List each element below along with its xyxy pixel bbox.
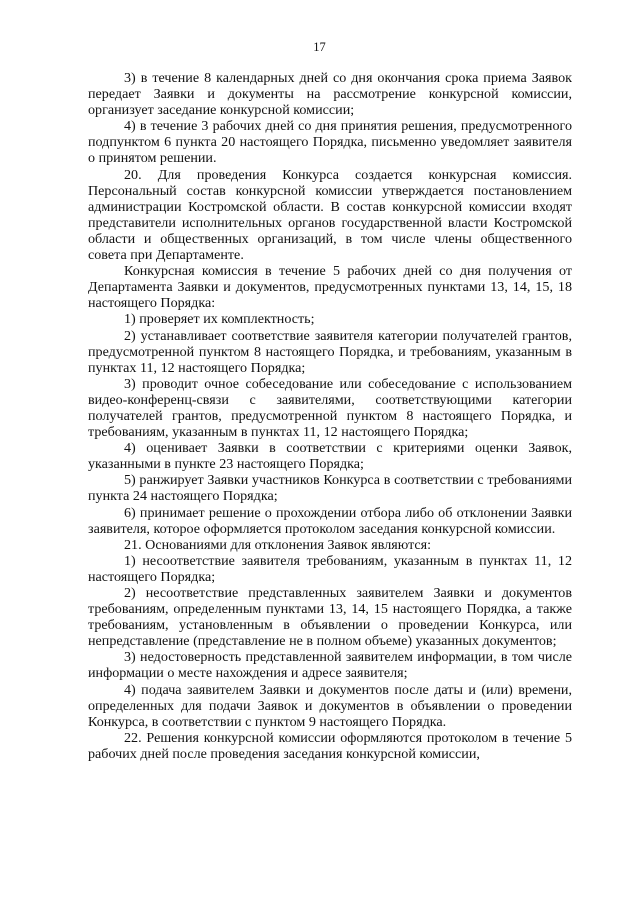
- paragraph-22-commission-decisions: 22. Решения конкурсной комиссии оформляются протоколом в течение 5 рабочих дней после проведения заседания конкурсной комиссии,: [88, 729, 572, 762]
- paragraph-ground-4: 4) подача заявителем Заявки и документов после даты и (или) времени, определенных для подачи Заявок и документов в объявлении о проведении Конкурса, в соответствии с пунктом 9 настоящего Порядка.: [88, 681, 572, 730]
- page-number: 17: [313, 40, 326, 54]
- paragraph-ground-2: 2) несоответствие представленных заявителем Заявки и документов требованиям, определенным пунктами 13, 14, 15 настоящего Порядка, а также требованиям, установленным в объявлении о проведении Конкурса, или непредставление (представление не в полном объеме) указанных документов;: [88, 585, 572, 650]
- paragraph-item-4-notify-applicant: 4) в течение 3 рабочих дней со дня принятия решения, предусмотренного подпунктом 6 пункта 20 настоящего Порядка, письменно уведомляет заявителя о принятом решении.: [88, 118, 572, 167]
- document-body: [88, 70, 572, 762]
- paragraph-duty-5: 5) ранжирует Заявки участников Конкурса в соответствии с требованиями пункта 24 настоящего Порядка;: [88, 472, 572, 505]
- paragraph-20-commission-creation: 20. Для проведения Конкурса создается конкурсная комиссия. Персональный состав конкурсной комиссии утверждается постановлением администрации Костромской области. В состав конкурсной комиссии входят представители исполнительных органов государственной власти Костромской области и общественных организаций, в том числе члены общественного совета при Департаменте.: [88, 166, 572, 264]
- paragraph-ground-3: 3) недостоверность представленной заявителем информации, в том числе информации о месте нахождения и адресе заявителя;: [88, 649, 572, 682]
- paragraph-duty-3: 3) проводит очное собеседование или собеседование с использованием видео-конференц-связи с заявителями, соответствующими категории получателей грантов, предусмотренной пунктом 8 настоящего Порядка, и требованиям, указанным в пунктах 11, 12 настоящего Порядка;: [88, 375, 572, 441]
- paragraph-ground-1: 1) несоответствие заявителя требованиям, указанным в пунктах 11, 12 настоящего Порядка;: [88, 552, 572, 585]
- paragraph-duty-6: 6) принимает решение о прохождении отбора либо об отклонении Заявки заявителя, которое оформляется протоколом заседания конкурсной комиссии.: [88, 504, 572, 537]
- paragraph-duty-2: 2) устанавливает соответствие заявителя категории получателей грантов, предусмотренной пунктом 8 настоящего Порядка, и требованиям, указанным в пунктах 11, 12 настоящего Порядка;: [88, 327, 572, 376]
- paragraph-commission-duties-intro: Конкурсная комиссия в течение 5 рабочих дней со дня получения от Департамента Заявки и документов, предусмотренных пунктами 13, 14, 15, 18 настоящего Порядка:: [88, 263, 572, 312]
- paragraph-duty-4: 4) оценивает Заявки в соответствии с критериями оценки Заявок, указанными в пункте 23 настоящего Порядка;: [88, 440, 572, 473]
- paragraph-21-rejection-grounds: 21. Основаниями для отклонения Заявок являются:: [124, 536, 432, 553]
- paragraph-duty-1: 1) проверяет их комплектность;: [124, 311, 315, 328]
- paragraph-item-3-transfer-applications: 3) в течение 8 календарных дней со дня окончания срока приема Заявок передает Заявки и документы на рассмотрение конкурсной комиссии, организует заседание конкурсной комиссии;: [88, 70, 572, 119]
